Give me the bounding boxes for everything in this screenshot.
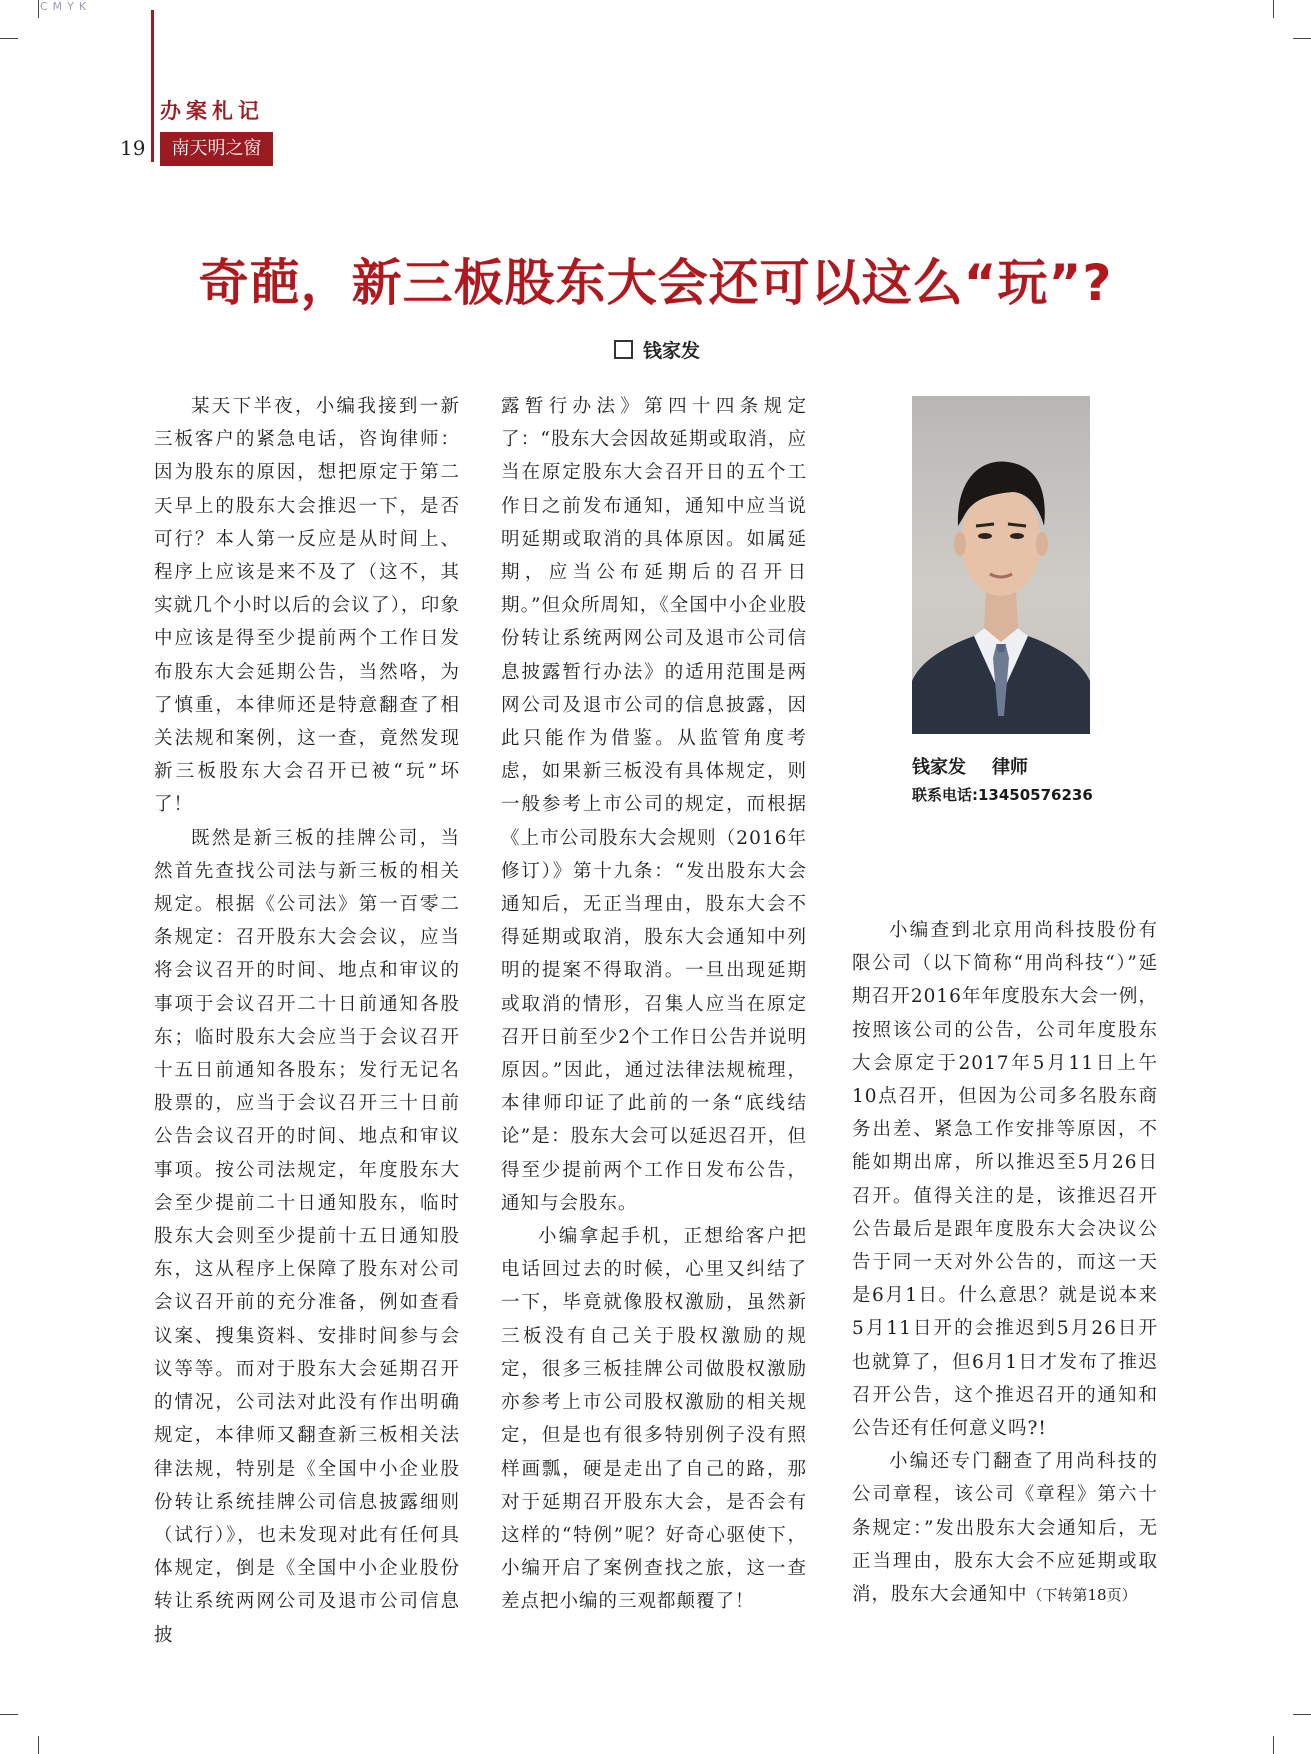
cmyk-registration-label: CMYK — [40, 0, 92, 13]
crop-mark-tr-v — [1273, 0, 1274, 18]
paragraph — [852, 1445, 1158, 1612]
header-rule — [151, 10, 154, 162]
author-name: 钱家发 — [643, 340, 701, 362]
crop-mark-br-h — [1293, 1714, 1311, 1715]
continued-note: （下转第18页） — [1027, 1586, 1137, 1605]
page-number: 19 — [120, 136, 146, 160]
text-column-1 — [154, 390, 460, 1652]
paragraph: 小编拿起手机，正想给客户把电话回过去的时候，心里又纠结了一下，毕竟就像股权激励，虽然新三板没有自己关于股权激励的规定，很多三板挂牌公司做股权激励亦参考上市公司股权激励的相关规定，但是也有很多特别例子没有照样画瓢，硬是走出了自己的路，那对于延期召开股东大会，是否会有这样的“特例”呢？好奇心驱使下，小编开启了案例查找之旅，这一查差点把小编的三观都颠覆了！ — [501, 1226, 807, 1613]
text-column-3 — [852, 914, 1158, 1612]
paragraph: 既然是新三板的挂牌公司，当然首先查找公司法与新三板的相关规定。根据《公司法》第一百零二条规定：召开股东大会会议，应当将会议召开的时间、地点和审议的事项于会议召开二十日前通知各股东；临时股东大会应当于会议召开十五日前通知各股东；发行无记名股票的，应当于会议召开三十日前公告会议召开的时间、地点和审议事项。按公司法规定，年度股东大会至少提前二十日通知股东，临时股东大会则至少提前十五日通知股东，这从程序上保障了股东对公司会议召开前的充分准备，例如查看议案、搜集资料、安排时间参与会议等等。而对于股东大会延期召开的情况，公司法对此没有作出明确规定，本律师又翻查新三板相关法律法规，特别是《全国中小企业股份转让系统挂牌公司信息披露细则（试行）》，也未发现对此有任何具体规定，倒是《全国中小企业股份转让系统两网公司及退市公司信息披 — [154, 827, 460, 1646]
column-badge: 南天明之窗 — [160, 132, 273, 166]
lawyer-name: 钱家发 — [912, 757, 966, 778]
crop-mark-tr-h — [1293, 38, 1311, 39]
paragraph: 露暂行办法》第四十四条规定了：“股东大会因故延期或取消，应当在原定股东大会召开日的五个工作日之前发布通知，通知中应当说明延期或取消的具体原因。如属延期，应当公布延期后的召开日期。”但众所周知，《全国中小企业股份转让系统两网公司及退市公司信息披露暂行办法》的适用范围是两网公司及退市公司的信息披露，因此只能作为借鉴。从监管角度考虑，如果新三板没有具体规定，则一般参考上市公司的规定，而根据《上市公司股东大会规则（2016年修订）》第十九条：“发出股东大会通知后，无正当理由，股东大会不得延期或取消，股东大会通知中列明的提案不得取消。一旦出现延期或取消的情形，召集人应当在原定召开日前至少2个工作日公告并说明原因。”因此，通过法律法规梳理，本律师印证了此前的一条“底线结论”是：股东大会可以延迟召开，但得至少提前两个工作日发布公告，通知与会股东。 — [501, 396, 807, 1214]
square-bullet-icon — [614, 340, 633, 359]
lawyer-title: 律师 — [992, 757, 1028, 778]
author-portrait-photo — [912, 396, 1090, 734]
text-column-2 — [501, 390, 807, 1619]
portrait-caption-phone: 联系电话:13450576236 — [912, 786, 1093, 804]
article-title: 奇葩，新三板股东大会还可以这么“玩”? — [198, 254, 1113, 312]
paragraph: 小编查到北京用尚科技股份有限公司（以下简称“用尚科技“）”延期召开2016年年度股东大会一例，按照该公司的公告，公司年度股东大会原定于2017年5月11日上午10点召开，但因为公司多名股东商务出差、紧急工作安排等原因，不能如期出席，所以推迟至5月26日召开。值得关注的是，该推迟召开公告最后是跟年度股东大会决议公告于同一天对外公告的，而这一天是6月1日。什么意思？就是说本来5月11日开的会推迟到5月26日开也就算了，但6月1日才发布了推迟召开公告，这个推迟召开的通知和公告还有任何意义吗?! — [852, 920, 1158, 1440]
crop-mark-br-v — [1273, 1736, 1274, 1754]
crop-mark-tl-v — [38, 0, 39, 18]
crop-mark-bl-v — [38, 1736, 39, 1754]
paragraph-text: 小编还专门翻查了用尚科技的公司章程，该公司《章程》第六十条规定：”发出股东大会通知后，无正当理由，股东大会不应延期或取消，股东大会通知中 — [852, 1451, 1158, 1606]
paragraph: 某天下半夜，小编我接到一新三板客户的紧急电话，咨询律师：因为股东的原因，想把原定于第二天早上的股东大会推迟一下，是否可行？本人第一反应是从时间上、程序上应该是来不及了（这不，其实就几个小时以后的会议了），印象中应该是得至少提前两个工作日发布股东大会延期公告，当然咯，为了慎重，本律师还是特意翻查了相关法规和案例，这一查，竟然发现新三板股东大会召开已被“玩”坏了！ — [154, 396, 460, 816]
crop-mark-bl-h — [0, 1714, 18, 1715]
section-name: 办案札记 — [160, 99, 264, 123]
author-line — [614, 336, 700, 363]
crop-mark-tl-h — [0, 38, 18, 39]
portrait-illustration — [912, 396, 1090, 734]
portrait-caption-name — [912, 753, 1028, 779]
